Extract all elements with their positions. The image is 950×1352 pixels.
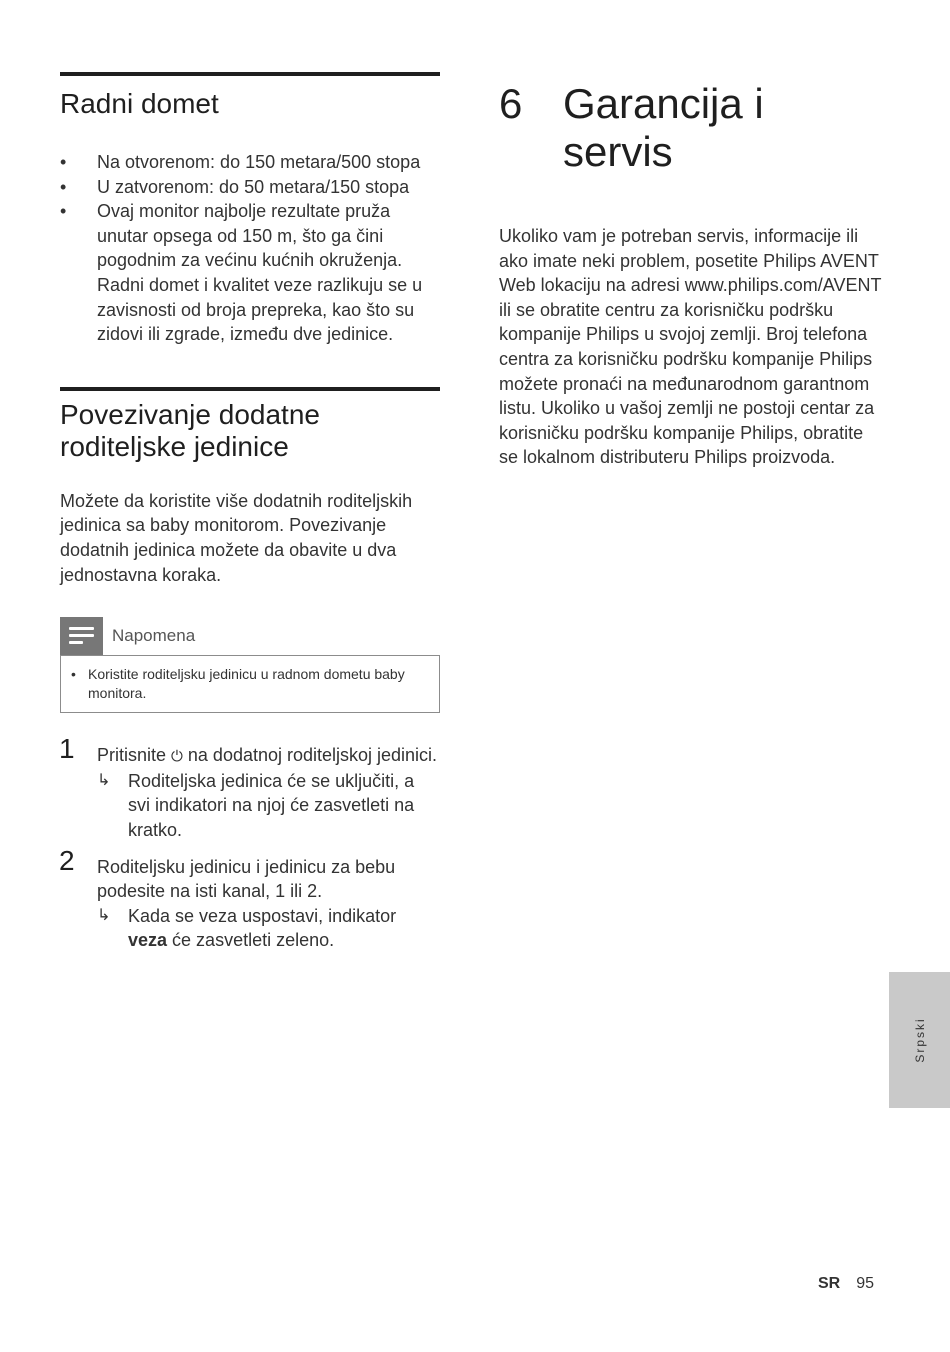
bullet-icon: •	[60, 176, 67, 197]
note-item: • Koristite roditeljsku jedinicu u radnom dometu baby monitora.	[71, 666, 405, 702]
step-1: 1 Pritisnite ⏻ na dodatnoj roditeljskoj jedinici. ↳ Roditeljska jedinica će se uključiti, a svi indikatori na njoj će zasvetleti na kratko.	[60, 743, 440, 842]
bullet-icon: •	[60, 152, 67, 172]
step-result: ↳ Kada se veza uspostavi, indikator veza će zasvetleti zeleno.	[97, 905, 397, 951]
result-arrow-icon: ↳	[97, 906, 111, 924]
list-item: • U zatvorenom: do 50 metara/150 stopa	[60, 175, 440, 200]
section-paragraph: Možete da koristite više dodatnih roditeljskih jedinica sa baby monitorom. Povezivanje dodatnih jedinica možete da obavite u dva jednostavna koraka.	[60, 490, 413, 585]
chapter-paragraph: Ukoliko vam je potreban servis, informacije ili ako imate neki problem, posetite Philips AVENT Web lokaciju na adresi www.philips.com/AVENT ili se obratite centru za korisničku podršku kompanije Philips u svojoj zemlji. Broj telefona centra za korisničku podršku kompanije Philips možete pronaći na međunarodnom garantnom listu. Ukoliko u vašoj zemlji ne postoji centar za korisničku podršku kompanije Philips, obratite se lokalnom distributeru Philips proizvoda.	[499, 226, 882, 468]
step-result: ↳ Roditeljska jedinica će se uključiti, a svi indikatori na njoj će zasvetleti na kratko.	[97, 770, 415, 840]
list-item: • Ovaj monitor najbolje rezultate pruža unutar opsega od 150 m, što ga čini pogodnim za većinu kućnih okruženja. Radni domet i kvalitet veze razlikuju se u zavisnosti od broja prepreka, kao što su zidovi ili zgrade, između dve jedinice.	[60, 201, 423, 345]
side-tab-label: Srpski	[912, 1017, 927, 1063]
section-title-povezivanje: Povezivanje dodatne roditeljske jedinice	[60, 398, 320, 462]
page-footer	[818, 1275, 874, 1293]
section-title-radni-domet: Radni domet	[60, 88, 219, 119]
bullet-icon: •	[71, 666, 76, 683]
step-2: 2 Roditeljsku jedinicu i jedinicu za bebu podesite na isti kanal, 1 ili 2. ↳ Kada se veza uspostavi, indikator veza će zasvetleti zeleno.	[60, 855, 440, 953]
power-icon: ⏻	[171, 747, 183, 766]
note-header	[60, 617, 440, 655]
chapter-title: Garancija i servis	[563, 80, 764, 175]
note-icon	[60, 617, 103, 655]
note-title: Napomena	[112, 626, 196, 646]
note-box	[60, 655, 440, 713]
step-number: 1	[59, 733, 75, 765]
bullet-icon: •	[60, 201, 67, 222]
chapter-number: 6	[499, 80, 523, 127]
list-item: • Na otvorenom: do 150 metara/500 stopa	[60, 150, 440, 175]
page-number: 95	[856, 1275, 875, 1292]
section-rule	[60, 387, 440, 391]
range-list	[60, 150, 440, 347]
step-number: 2	[59, 844, 75, 876]
section-rule	[60, 72, 440, 76]
footer-language: SR	[818, 1275, 841, 1292]
left-column	[60, 72, 440, 953]
language-side-tab	[889, 972, 950, 1108]
result-arrow-icon: ↳	[97, 771, 111, 789]
